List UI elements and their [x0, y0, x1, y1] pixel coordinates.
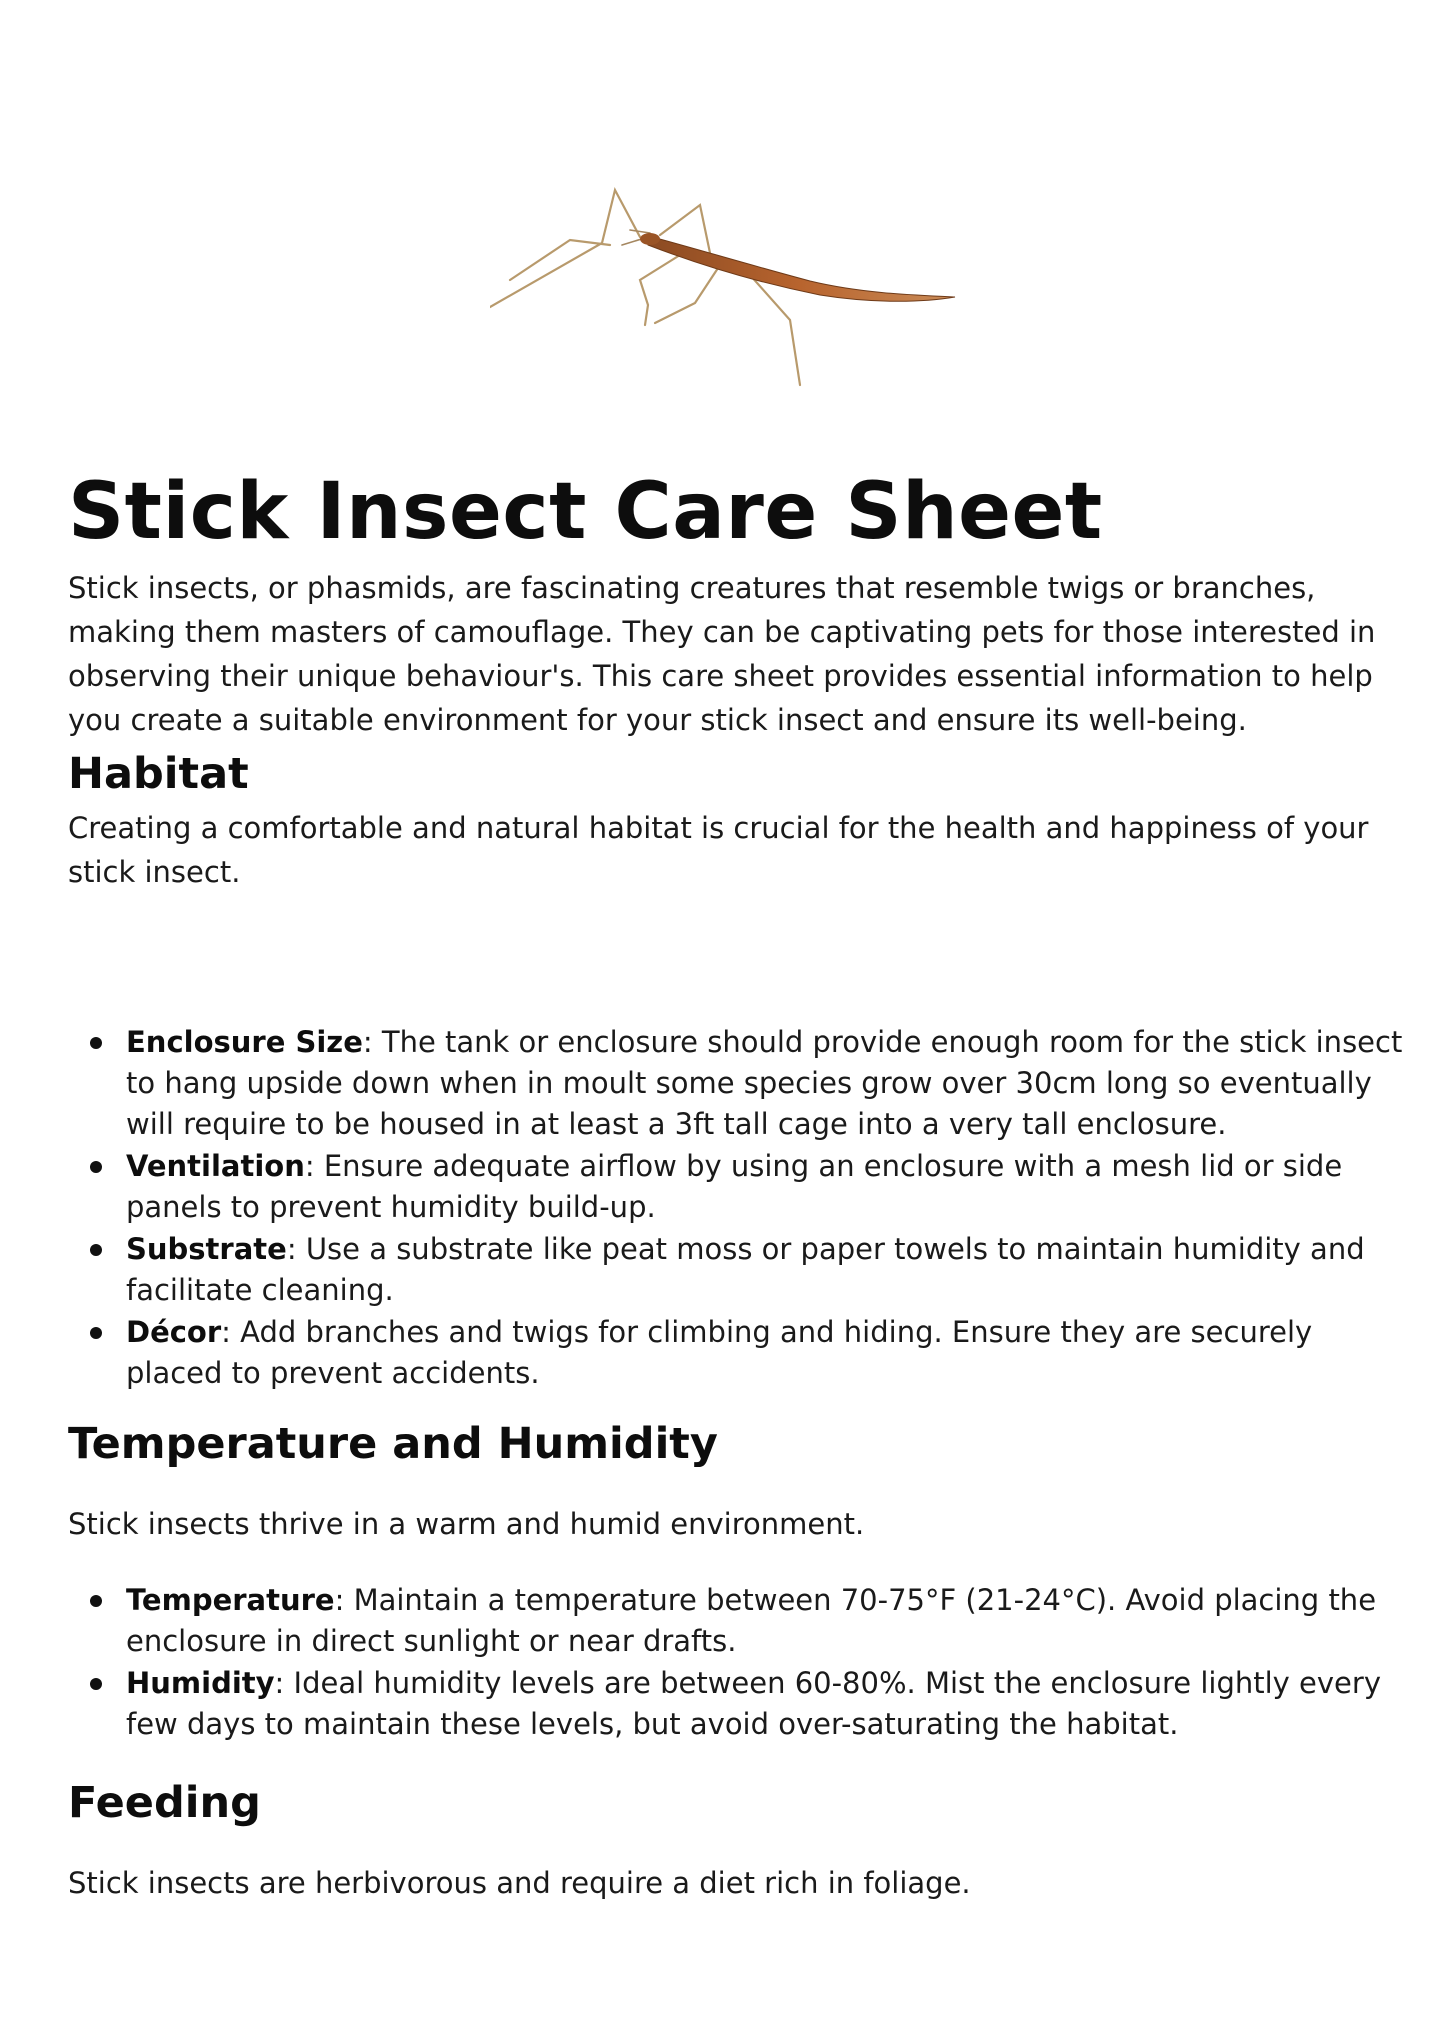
habitat-list-section	[68, 1022, 1413, 1395]
temperature-section	[68, 1416, 1398, 1546]
list-item	[68, 1580, 1413, 1662]
bullet-icon	[90, 1037, 102, 1049]
list-item	[68, 1146, 1413, 1228]
list-item	[68, 1312, 1413, 1394]
temperature-heading: Temperature and Humidity	[68, 1419, 718, 1469]
feeding-section	[68, 1775, 1398, 1905]
stick-insect-photo	[490, 185, 960, 395]
list-item	[68, 1663, 1413, 1745]
item-text: : Add branches and twigs for climbing and hiding. Ensure they are securely placed to prevent accidents.	[126, 1315, 1313, 1390]
habitat-section	[68, 746, 1398, 894]
temperature-paragraph: Stick insects thrive in a warm and humid environment.	[68, 1507, 865, 1541]
page-title: Stick Insect Care Sheet	[68, 467, 1103, 557]
item-label: Substrate	[126, 1232, 287, 1266]
item-text: : Maintain a temperature between 70-75°F (21-24°C). Avoid placing the enclosure in direct sunlight or near drafts.	[126, 1583, 1377, 1658]
intro-paragraph: Stick insects, or phasmids, are fascinating creatures that resemble twigs or branches, making them masters of camouflage. They can be captivating pets for those interested in observing their unique behaviour's. This care sheet provides essential information to help you create a suitable environment for your stick insect and ensure its well-being.	[68, 571, 1376, 737]
intro-section	[68, 566, 1398, 742]
item-label: Enclosure Size	[126, 1025, 363, 1059]
habitat-list	[68, 1022, 1413, 1394]
item-text: : Ideal humidity levels are between 60-80%. Mist the enclosure lightly every few days to maintain these levels, but avoid over-saturating the habitat.	[126, 1666, 1381, 1741]
bullet-icon	[90, 1244, 102, 1256]
habitat-paragraph: Creating a comfortable and natural habitat is crucial for the health and happiness of your stick insect.	[68, 811, 1369, 889]
item-label: Humidity	[126, 1666, 275, 1700]
bullet-icon	[90, 1678, 102, 1690]
temperature-list-section	[68, 1580, 1413, 1746]
item-text: : The tank or enclosure should provide enough room for the stick insect to hang upside down when in moult some species grow over 30cm long so eventually will require to be housed in at least a 3ft tall cage into a very tall enclosure.	[126, 1025, 1403, 1141]
item-text: : Ensure adequate airflow by using an enclosure with a mesh lid or side panels to prevent humidity build-up.	[126, 1149, 1343, 1224]
list-item	[68, 1229, 1413, 1311]
item-text: : Use a substrate like peat moss or paper towels to maintain humidity and facilitate cleaning.	[126, 1232, 1365, 1307]
bullet-icon	[90, 1327, 102, 1339]
feeding-heading: Feeding	[68, 1778, 261, 1828]
item-label: Décor	[126, 1315, 222, 1349]
list-item	[68, 1022, 1413, 1145]
item-label: Temperature	[126, 1583, 335, 1617]
feeding-paragraph: Stick insects are herbivorous and require a diet rich in foliage.	[68, 1866, 971, 1900]
habitat-heading: Habitat	[68, 749, 249, 799]
bullet-icon	[90, 1161, 102, 1173]
bullet-icon	[90, 1595, 102, 1607]
temperature-list	[68, 1580, 1413, 1745]
item-label: Ventilation	[126, 1149, 305, 1183]
